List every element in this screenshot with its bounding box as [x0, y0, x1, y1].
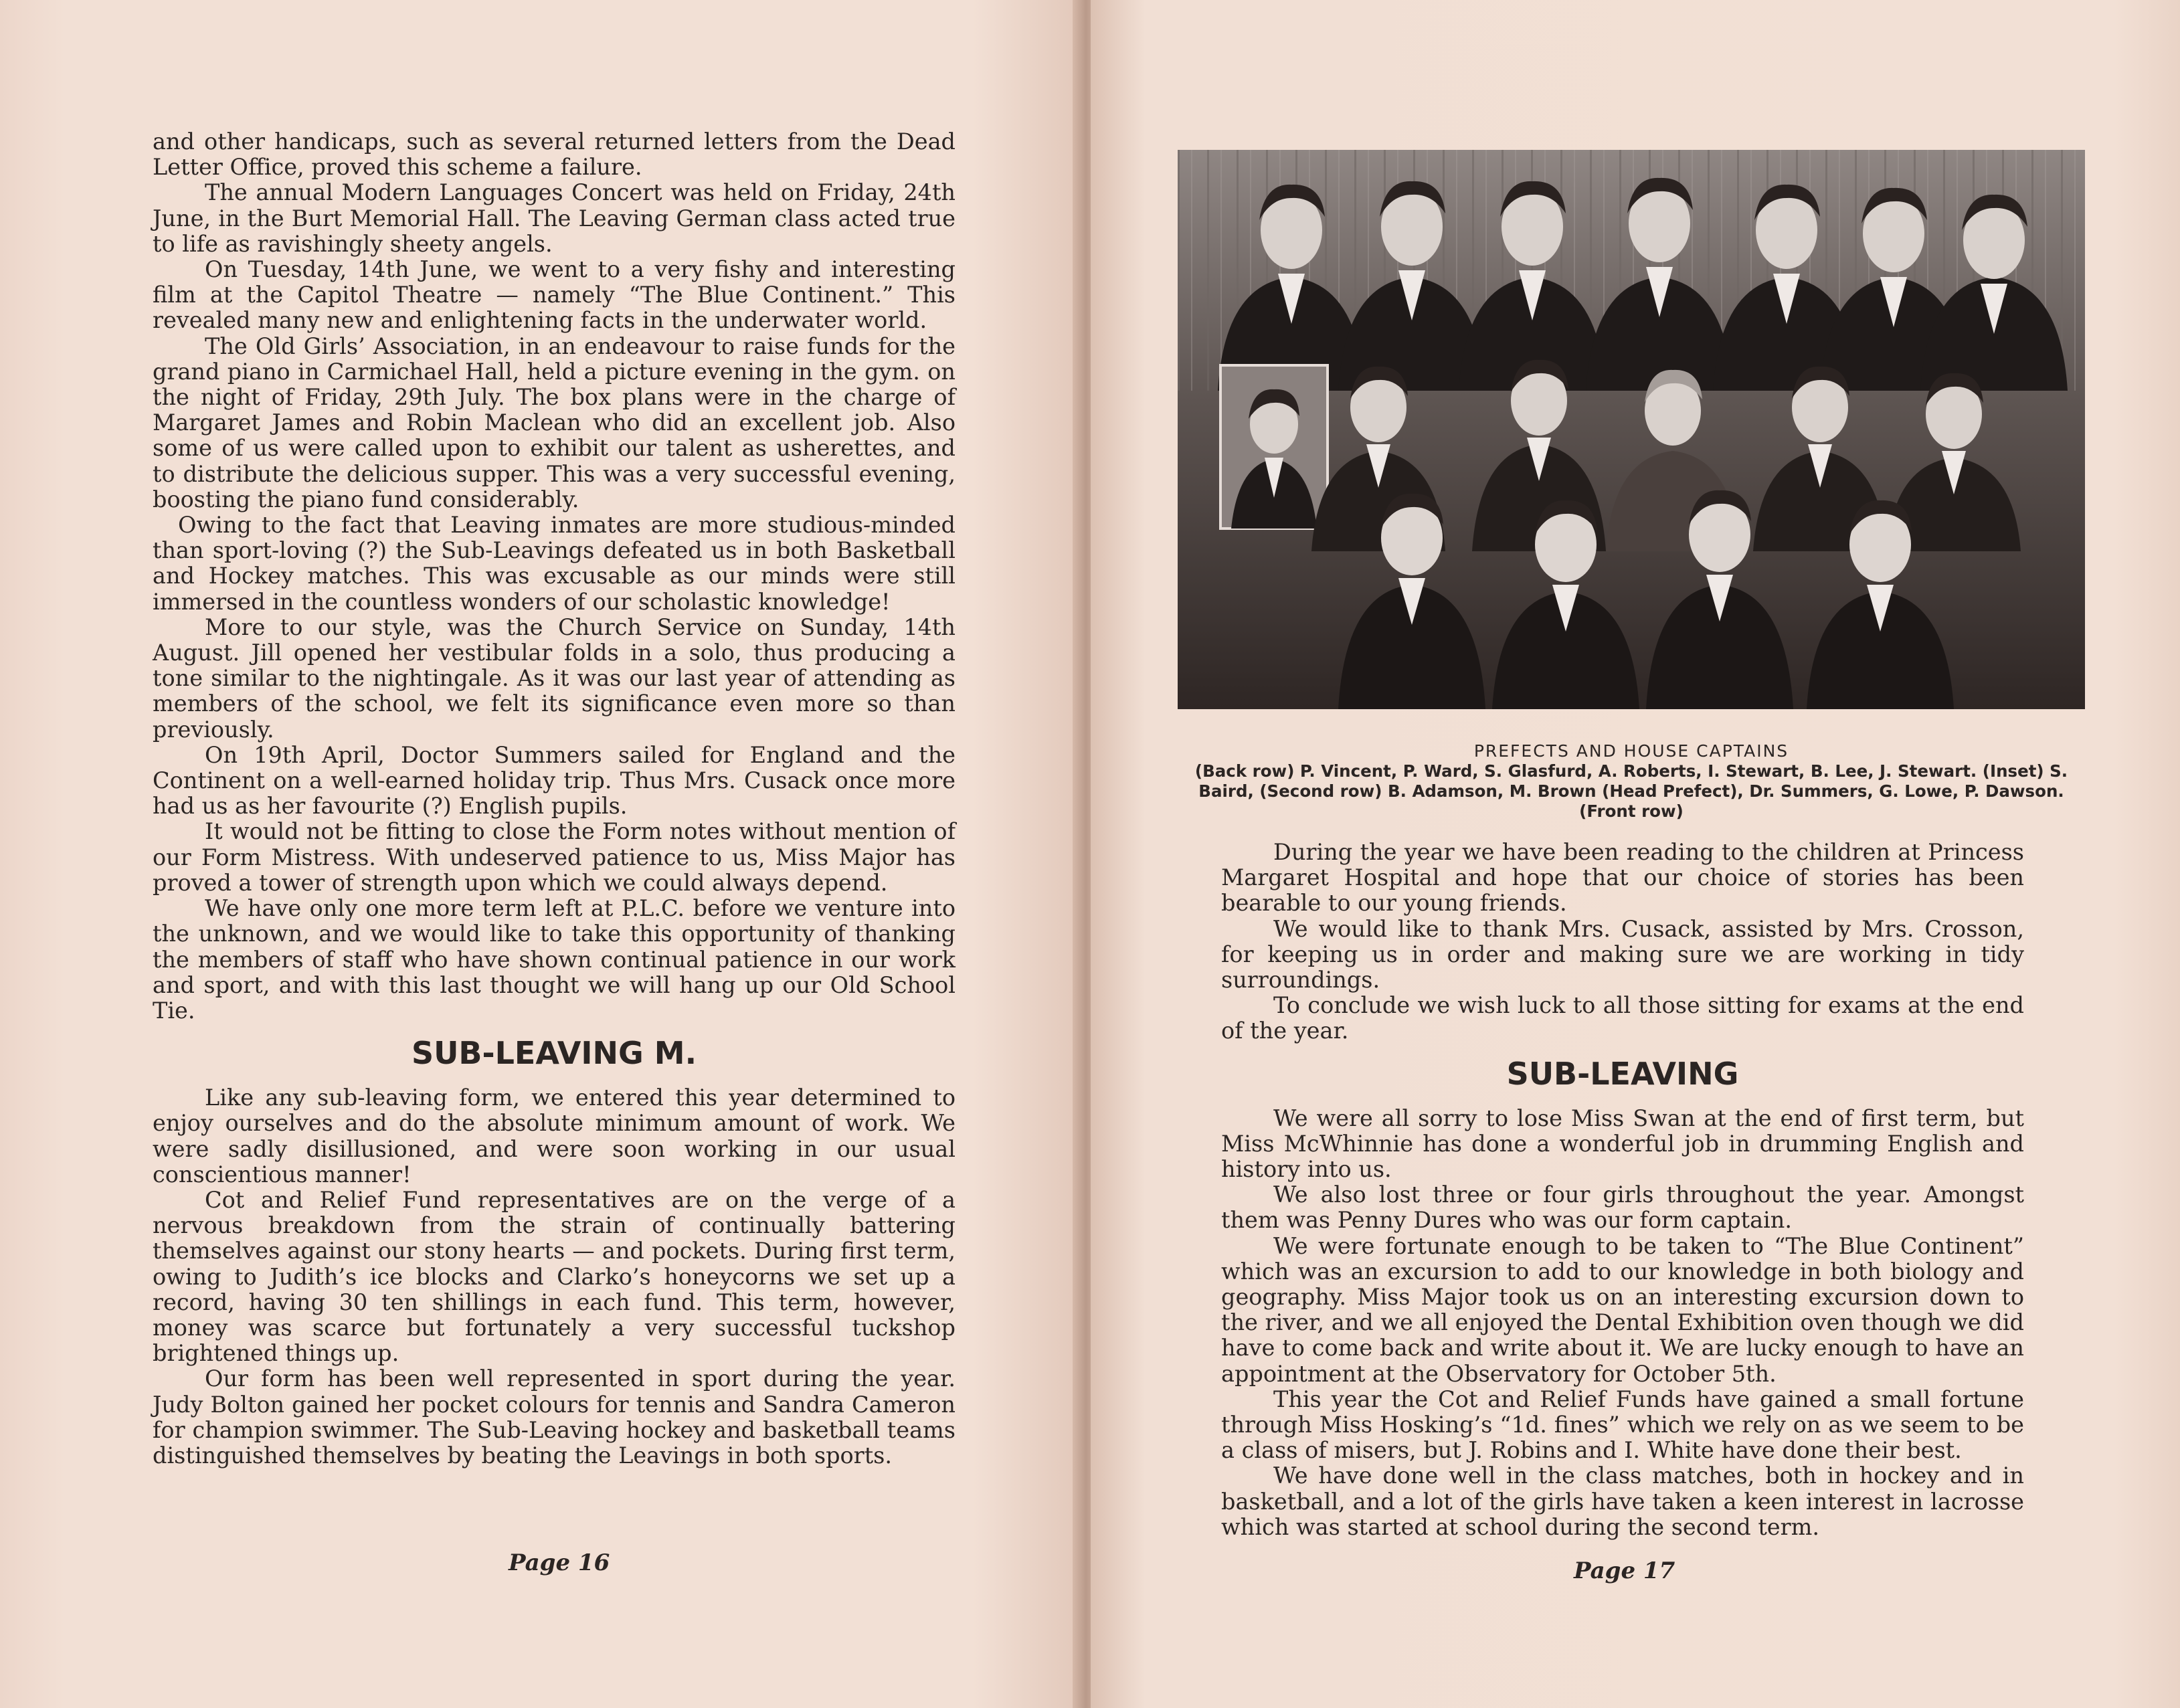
left-paragraph-3: On Tuesday, 14th June, we went to a very fishy and interesting film at the Capitol Theatre — namely “The Blue Continent.” This revealed many new and enlightening facts in the underwater world.: [153, 256, 956, 334]
left-paragraph-4: The Old Girls’ Association, in an endeavour to raise funds for the grand piano in Carmichael Hall, held a picture evening in the gym. on the night of Friday, 29th July. The box plans were in the charge of Margaret James and Robin Maclean who did an excellent job. Also some of us were called upon to exhibit our talent as usherettes, and to distribute the delicious supper. This was a very successful evening, boosting the piano fund considerably.: [153, 333, 956, 512]
left-paragraph-6: More to our style, was the Church Service on Sunday, 14th August. Jill opened her vestibular folds in a solo, thus producing a tone similar to the nightingale. As it was our last year of attending as members of the school, we felt its significance even more so than previously.: [153, 613, 956, 743]
right-paragraph-6: We were fortunate enough to be taken to “The Blue Continent” which was an excursion to add to our knowledge in both biology and geography. Miss Major took us on an interesting excursion down to the river, and we all enjoyed the Dental Exhibition oven though we did have to come back and write about it. We are lucky enough to have an appointment at the Observatory for October 5th.: [1221, 1232, 2024, 1387]
group-photo-illustration: [1178, 150, 2085, 709]
left-paragraph-9: We have only one more term left at P.L.C. before we venture into the unknown, and we would like to take this opportunity of thanking the members of staff who have shown continual patience in our work and sport, and with this last thought we will hang up our Old School Tie.: [153, 895, 956, 1024]
photo-caption: [1172, 741, 2090, 822]
photo-caption-names: (Back row) P. Vincent, P. Ward, S. Glasfurd, A. Roberts, I. Stewart, B. Lee, J. Stewart. (Inset) S. Baird, (Second row) B. Adamson, M. Brown (Head Prefect), Dr. Summers, G. Lowe, P. Dawson. (Front row): [1194, 761, 2068, 821]
left-text-column: [153, 129, 956, 1468]
left-page: [0, 0, 1081, 1708]
left-paragraph-5: Owing to the fact that Leaving inmates are more studious-minded than sport-loving (?) the Sub-Leavings defeated us in both Basketball and Hockey matches. This was excusable as our minds were still immersed in the countless wonders of our scholastic knowledge!: [153, 512, 956, 615]
group-photograph: [1178, 150, 2085, 709]
left-paragraph-1: and other handicaps, such as several returned letters from the Dead Letter Office, proved this scheme a failure.: [153, 128, 956, 181]
right-paragraph-4: We were all sorry to lose Miss Swan at the end of first term, but Miss McWhinnie has done a wonderful job in drumming English and history into us.: [1221, 1105, 2024, 1183]
right-paragraph-5: We also lost three or four girls throughout the year. Amongst them was Penny Dures who was our form captain.: [1221, 1181, 2024, 1234]
left-paragraph-2: The annual Modern Languages Concert was held on Friday, 24th June, in the Burt Memorial Hall. The Leaving German class acted true to life as ravishingly sheety angels.: [153, 179, 956, 257]
right-paragraph-1: During the year we have been reading to the children at Princess Margaret Hospital and hope that our choice of stories has been bearable to our young friends.: [1221, 839, 2024, 917]
section-heading-sub-leaving-m: SUB-LEAVING M.: [411, 1035, 697, 1072]
right-paragraph-2: We would like to thank Mrs. Cusack, assisted by Mrs. Crosson, for keeping us in order and making sure we are working in tidy surroundings.: [1221, 915, 2024, 993]
section-heading-sub-leaving: SUB-LEAVING: [1506, 1055, 1739, 1092]
left-paragraph-7: On 19th April, Doctor Summers sailed for England and the Continent on a well-earned holiday trip. Thus Mrs. Cusack once more had us as her favourite (?) English pupils.: [153, 741, 956, 820]
right-text-column: [1221, 840, 2024, 1540]
left-paragraph-8: It would not be fitting to close the Form notes without mention of our Form Mistress. With undeserved patience to us, Miss Major has proved a tower of strength upon which we could always depend.: [153, 818, 956, 896]
left-paragraph-10: Like any sub-leaving form, we entered this year determined to enjoy ourselves and do the absolute minimum amount of work. We were sadly disillusioned, and were soon working in our usual conscientious manner!: [153, 1084, 956, 1188]
photo-caption-title: PREFECTS AND HOUSE CAPTAINS: [1473, 741, 1789, 761]
right-paragraph-7: This year the Cot and Relief Funds have gained a small fortune through Miss Hosking’s “1d. fines” which we rely on as we seem to be a class of misers, but J. Robins and I. White have done their best.: [1221, 1386, 2024, 1464]
right-paragraph-8: We have done well in the class matches, both in hockey and in basketball, and a lot of the girls have taken a keen interest in lacrosse which was started at school during the second term.: [1221, 1462, 2024, 1540]
page-number-left: Page 16: [509, 1549, 610, 1576]
left-paragraph-12: Our form has been well represented in sport during the year. Judy Bolton gained her pocket colours for tennis and Sandra Cameron for champion swimmer. The Sub-Leaving hockey and basketball teams distinguished themselves by beating the Leavings in both sports.: [153, 1365, 956, 1468]
right-paragraph-3: To conclude we wish luck to all those sitting for exams at the end of the year.: [1221, 992, 2024, 1044]
page-number-right: Page 17: [1574, 1557, 1675, 1584]
left-paragraph-11: Cot and Relief Fund representatives are on the verge of a nervous breakdown from the strain of continually battering themselves against our stony hearts — and pockets. During first term, owing to Judith’s ice blocks and Clarko’s honeycorns we set up a record, having 30 ten shillings in each fund. This term, however, money was scarce but fortunately a very successful tuckshop brightened things up.: [153, 1186, 956, 1367]
